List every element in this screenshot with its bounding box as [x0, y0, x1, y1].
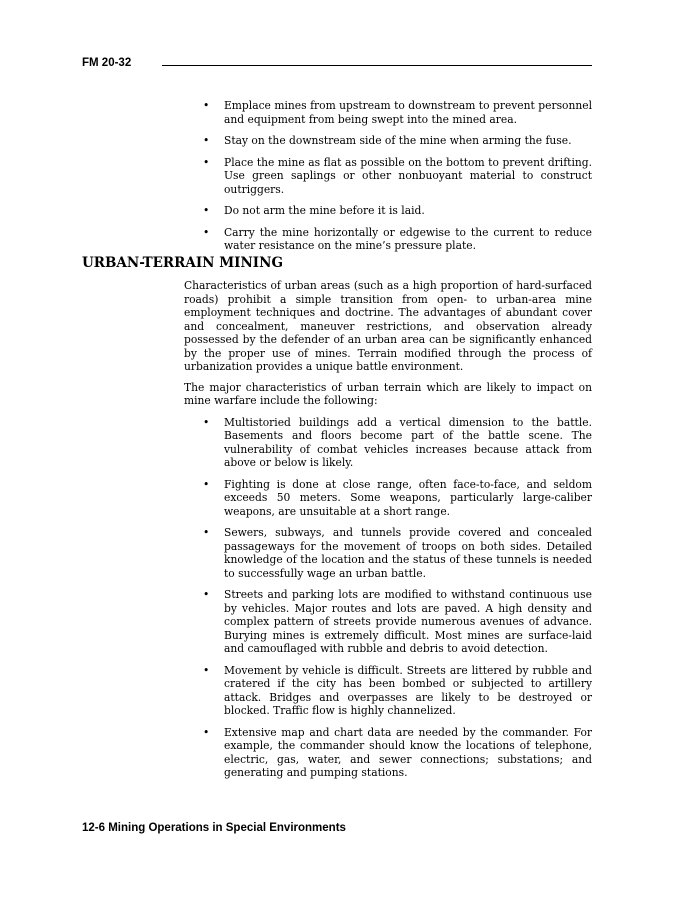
section-heading: URBAN-TERRAIN MINING	[82, 255, 283, 271]
bullet-icon: •	[203, 225, 210, 239]
bullet-icon: •	[203, 134, 210, 147]
bullet-icon: •	[203, 204, 210, 217]
list-item: • Carry the mine horizontally or edgewise to the current to reduce water resistance on the mine’s pressure plate.	[203, 225, 592, 252]
bullet-icon: •	[203, 415, 210, 429]
bullet-icon: •	[203, 526, 210, 539]
paragraph: The major characteristics of urban terrain which are likely to impact on mine warfare include the following:	[184, 380, 592, 407]
list-item: • Stay on the downstream side of the mine when arming the fuse.	[203, 134, 572, 147]
paragraph: Characteristics of urban areas (such as a high proportion of hard-surfaced roads) prohibit a simple transition from open- to urban-area mine employment techniques and doctrine. The advantages of abundant cover and concealment, maneuver restrictions, and observation already possessed by the defender of an urban area can be significantly enhanced by the proper use of mines. Terrain modified through the process of urbanization provides a unique battle environment.	[184, 279, 592, 373]
list-item: • Place the mine as flat as possible on the bottom to prevent drifting. Use green saplings or other nonbuoyant material to construct outriggers.	[203, 155, 592, 196]
bullet-icon: •	[203, 663, 210, 677]
bullet-icon: •	[203, 588, 210, 601]
bullet-icon: •	[203, 99, 210, 112]
list-item: • Multistoried buildings add a vertical dimension to the battle. Basements and floors become part of the battle scene. The vulnerability of combat vehicles increases because attack from above or below is likely.	[203, 415, 592, 469]
page-header	[82, 57, 592, 75]
document-id: FM 20-32	[82, 57, 132, 69]
list-item: • Fighting is done at close range, often face-to-face, and seldom exceeds 50 meters. Some weapons, particularly large-caliber weapons, are unsuitable at a short range.	[203, 477, 592, 518]
list-item: • Extensive map and chart data are needed by the commander. For example, the commander should know the locations of telephone, electric, gas, water, and sewer connections; substations; and generating and pumping stations.	[203, 725, 592, 779]
bullet-icon: •	[203, 155, 210, 169]
bullet-icon: •	[203, 477, 210, 491]
header-rule	[162, 65, 592, 66]
section-body	[184, 279, 592, 788]
page-footer: 12-6 Mining Operations in Special Environments	[82, 822, 346, 834]
bullet-icon: •	[203, 725, 210, 739]
mine-emplacement-list	[200, 99, 592, 261]
list-item: • Streets and parking lots are modified to withstand continuous use by vehicles. Major routes and lots are paved. A high density and complex pattern of streets provide numerous avenues of advance. Burying mines is extremely difficult. Most mines are surface-laid and camouflaged with rubble and debris to avoid detection.	[203, 588, 592, 655]
urban-terrain-list	[200, 416, 592, 780]
list-item: • Emplace mines from upstream to downstream to prevent personnel and equipment from being swept into the mined area.	[203, 99, 592, 126]
list-item: • Sewers, subways, and tunnels provide covered and concealed passageways for the movement of troops on both sides. Detailed knowledge of the location and the status of these tunnels is needed to successfully wage an urban battle.	[203, 526, 592, 580]
list-item: • Movement by vehicle is difficult. Streets are littered by rubble and cratered if the city has been bombed or subjected to artillery attack. Bridges and overpasses are likely to be destroyed or blocked. Traffic flow is highly channelized.	[203, 663, 592, 717]
list-item: • Do not arm the mine before it is laid.	[203, 204, 425, 217]
